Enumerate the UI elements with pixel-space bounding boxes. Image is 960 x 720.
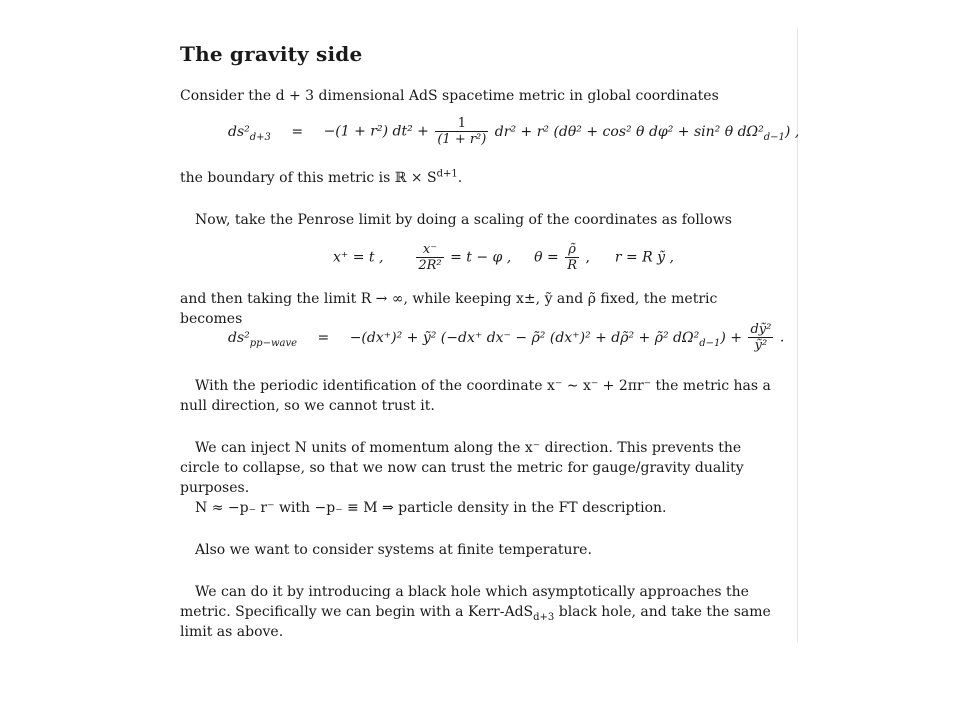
eq1-equals: = bbox=[291, 123, 304, 140]
eq1-term1: −(1 + r²) dt² + bbox=[323, 123, 429, 140]
eq3-end: . bbox=[779, 329, 785, 346]
paragraph-temperature: Also we want to consider systems at finite temperature. bbox=[195, 542, 592, 558]
paragraph-boundary: the boundary of this metric is ℝ × $S^{d+1}$. bbox=[180, 168, 463, 186]
paragraph-intro: Consider the d + 3 dimensional AdS spacetime metric in global coordinates bbox=[180, 88, 719, 104]
paragraph-momentum: We can inject N units of momentum along the x⁻ direction. This prevents the circle to collapse, so that we now can trust the metric for gauge/gravity duality purposes. bbox=[180, 440, 744, 496]
equation-pp-wave bbox=[228, 322, 828, 362]
paragraph-penrose: Now, take the Penrose limit by doing a scaling of the coordinates as follows bbox=[195, 212, 732, 228]
slide-title: The gravity side bbox=[180, 42, 363, 66]
eq3-lhs: $ds^2_{pp-wave}$ bbox=[228, 329, 298, 349]
eq1-fraction: $\frac{1}{\text{(1 + r²)}}$ bbox=[437, 116, 487, 147]
eq2-part1: x⁺ = t , bbox=[333, 249, 384, 266]
paragraph-density: N ≈ −p₋ r⁻ with −p₋ ≡ M ⇒ particle density in the FT description. bbox=[195, 500, 667, 516]
eq2-part3: θ = bbox=[534, 249, 559, 266]
eq2-part4: , bbox=[585, 249, 590, 266]
eq3-fraction: $\frac{\text{dỹ²}}{\text{ỹ²}}$ bbox=[750, 322, 772, 353]
eq2-fraction1: $\frac{x^-}{\text{2R²}}$ bbox=[418, 242, 442, 273]
equation-scaling bbox=[333, 242, 933, 282]
eq2-fraction2: $\frac{\rhõ}{R}$ bbox=[567, 242, 577, 273]
paragraph-periodic: With the periodic identification of the coordinate x⁻ ∼ x⁻ + 2πr⁻ the metric has a null direction, so we cannot trust it. bbox=[180, 378, 771, 414]
eq3-term1: −(dx⁺)² + ỹ² (−dx⁺ dx⁻ − ρ̃² (dx⁺)² + dρ̃² + ρ̃² $d\Omega^2_{d-1}$) + bbox=[349, 329, 743, 349]
eq3-equals: = bbox=[317, 329, 330, 346]
paragraph-black-hole: We can do it by introducing a black hole which asymptotically approaches the metric. Specifically we can begin with a Kerr-AdS$_{d+3}$ black hole, and take the same limit as above. bbox=[180, 584, 771, 640]
equation-ads-metric bbox=[228, 116, 828, 156]
eq1-lhs: $ds^2_{d+3}$ bbox=[228, 123, 271, 143]
paragraph-limit: and then taking the limit R → ∞, while keeping x±, ỹ and ρ̃ fixed, the metric becomes bbox=[180, 291, 718, 327]
eq2-part5: r = R ỹ , bbox=[614, 249, 674, 266]
eq2-part2: = t − φ , bbox=[450, 249, 512, 266]
eq1-term2: dr² + r² (dθ² + cos² θ dφ² + sin² θ $d\Omega^2_{d-1}$) , bbox=[494, 123, 800, 143]
